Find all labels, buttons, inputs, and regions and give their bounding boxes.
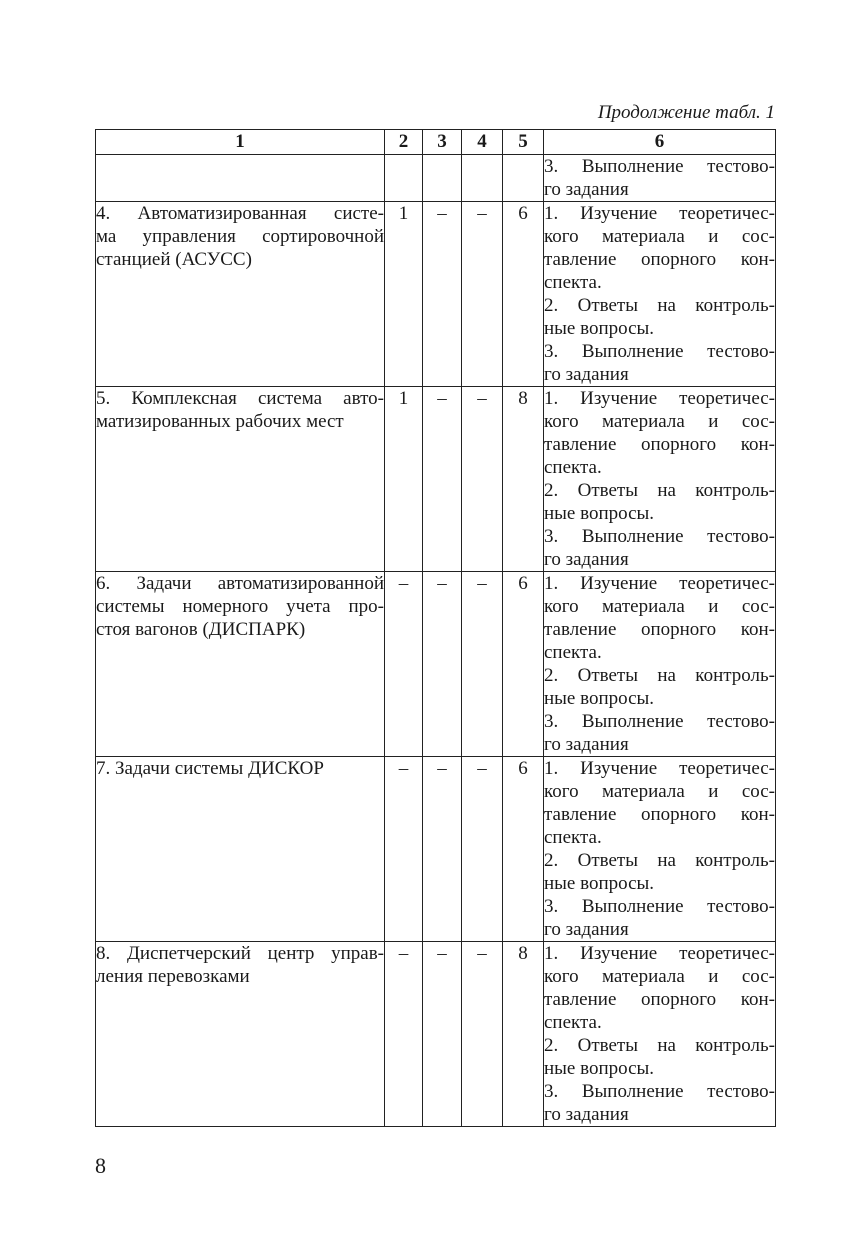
hours-cell-col2: 1: [385, 387, 423, 572]
hours-cell-col5: 8: [503, 387, 544, 572]
activity-line: 3. Выполнение тестово-: [544, 156, 775, 177]
activities-cell: [544, 942, 776, 1127]
page-number: 8: [95, 1153, 106, 1178]
hours-cell-col3: [423, 155, 462, 202]
hours-cell-col2: –: [385, 572, 423, 757]
topic-cell: [96, 202, 385, 387]
activity-line: го задания: [544, 179, 629, 200]
activity-line: 3. Выполнение тестово-: [544, 526, 775, 547]
activity-line: тавление опорного кон-: [544, 619, 775, 640]
activity-line: 2. Ответы на контроль-: [544, 480, 775, 501]
activity-line: 3. Выполнение тестово-: [544, 711, 775, 732]
activity-line: го задания: [544, 1104, 629, 1125]
activity-line: ные вопросы.: [544, 318, 655, 339]
activity-line: ные вопросы.: [544, 873, 655, 894]
topic-line: ления перевозками: [96, 966, 250, 987]
topic-line: ма управления сортировочной: [96, 226, 384, 247]
activity-line: ные вопросы.: [544, 688, 655, 709]
activity-line: 1. Изучение теоретичес-: [544, 388, 775, 409]
activities-cell: [544, 387, 776, 572]
discipline-table: [95, 129, 776, 1127]
hours-cell-col3: –: [423, 202, 462, 387]
hours-cell-col4: –: [462, 387, 503, 572]
hours-cell-col5: [503, 155, 544, 202]
activity-line: 1. Изучение теоретичес-: [544, 943, 775, 964]
activity-line: 2. Ответы на контроль-: [544, 295, 775, 316]
topic-line: стоя вагонов (ДИСПАРК): [96, 619, 306, 640]
hours-cell-col2: 1: [385, 202, 423, 387]
activity-line: спекта.: [544, 827, 602, 848]
hours-cell-col4: –: [462, 757, 503, 942]
topic-cell: [96, 387, 385, 572]
activity-line: тавление опорного кон-: [544, 434, 775, 455]
topic-line: 6. Задачи автоматизированной: [96, 573, 384, 594]
activity-line: 1. Изучение теоретичес-: [544, 758, 775, 779]
activity-line: спекта.: [544, 1012, 602, 1033]
column-header-1: 1: [96, 130, 385, 155]
table-row: [96, 155, 776, 202]
activity-line: тавление опорного кон-: [544, 804, 775, 825]
activity-line: 1. Изучение теоретичес-: [544, 203, 775, 224]
activity-line: 2. Ответы на контроль-: [544, 850, 775, 871]
hours-cell-col5: 6: [503, 572, 544, 757]
activity-line: 3. Выполнение тестово-: [544, 896, 775, 917]
hours-cell-col4: [462, 155, 503, 202]
topic-cell: [96, 572, 385, 757]
hours-cell-col2: –: [385, 942, 423, 1127]
activity-line: ные вопросы.: [544, 1058, 655, 1079]
column-header-2: 2: [385, 130, 423, 155]
hours-cell-col5: 6: [503, 757, 544, 942]
table-row: [96, 387, 776, 572]
hours-cell-col3: –: [423, 757, 462, 942]
activity-line: го задания: [544, 549, 629, 570]
activity-line: кого материала и сос-: [544, 226, 775, 247]
activity-line: 3. Выполнение тестово-: [544, 1081, 775, 1102]
activities-cell: [544, 202, 776, 387]
activity-line: 3. Выполнение тестово-: [544, 341, 775, 362]
activity-line: тавление опорного кон-: [544, 989, 775, 1010]
column-header-3: 3: [423, 130, 462, 155]
activities-cell: [544, 155, 776, 202]
activity-line: ные вопросы.: [544, 503, 655, 524]
topic-line: 4. Автоматизированная систе-: [96, 203, 384, 224]
activities-cell: [544, 757, 776, 942]
activity-line: кого материала и сос-: [544, 411, 775, 432]
activity-line: кого материала и сос-: [544, 596, 775, 617]
hours-cell-col4: –: [462, 202, 503, 387]
column-header-5: 5: [503, 130, 544, 155]
activity-line: 1. Изучение теоретичес-: [544, 573, 775, 594]
hours-cell-col3: –: [423, 387, 462, 572]
hours-cell-col4: –: [462, 572, 503, 757]
topic-cell: [96, 942, 385, 1127]
topic-cell: [96, 155, 385, 202]
topic-line: матизированных рабочих мест: [96, 411, 344, 432]
table-row: [96, 942, 776, 1127]
activity-line: 2. Ответы на контроль-: [544, 1035, 775, 1056]
hours-cell-col5: 8: [503, 942, 544, 1127]
hours-cell-col2: –: [385, 757, 423, 942]
hours-cell-col3: –: [423, 572, 462, 757]
topic-line: станцией (АСУСС): [96, 249, 252, 270]
topic-line: 7. Задачи системы ДИСКОР: [96, 758, 324, 779]
activity-line: го задания: [544, 364, 629, 385]
activity-line: спекта.: [544, 457, 602, 478]
topic-line: системы номерного учета про-: [96, 596, 384, 617]
table-caption: Продолжение табл. 1: [597, 102, 775, 123]
activities-cell: [544, 572, 776, 757]
hours-cell-col4: –: [462, 942, 503, 1127]
column-header-4: 4: [462, 130, 503, 155]
table-header-row: [96, 130, 776, 155]
activity-line: 2. Ответы на контроль-: [544, 665, 775, 686]
topic-line: 8. Диспетчерский центр управ-: [96, 943, 384, 964]
activity-line: спекта.: [544, 642, 602, 663]
table-row: [96, 572, 776, 757]
activity-line: го задания: [544, 919, 629, 940]
activity-line: кого материала и сос-: [544, 966, 775, 987]
activity-line: тавление опорного кон-: [544, 249, 775, 270]
topic-line: 5. Комплексная система авто-: [96, 388, 384, 409]
hours-cell-col2: [385, 155, 423, 202]
topic-cell: [96, 757, 385, 942]
hours-cell-col5: 6: [503, 202, 544, 387]
activity-line: го задания: [544, 734, 629, 755]
column-header-6: 6: [544, 130, 776, 155]
activity-line: спекта.: [544, 272, 602, 293]
activity-line: кого материала и сос-: [544, 781, 775, 802]
table-row: [96, 202, 776, 387]
table-row: [96, 757, 776, 942]
hours-cell-col3: –: [423, 942, 462, 1127]
